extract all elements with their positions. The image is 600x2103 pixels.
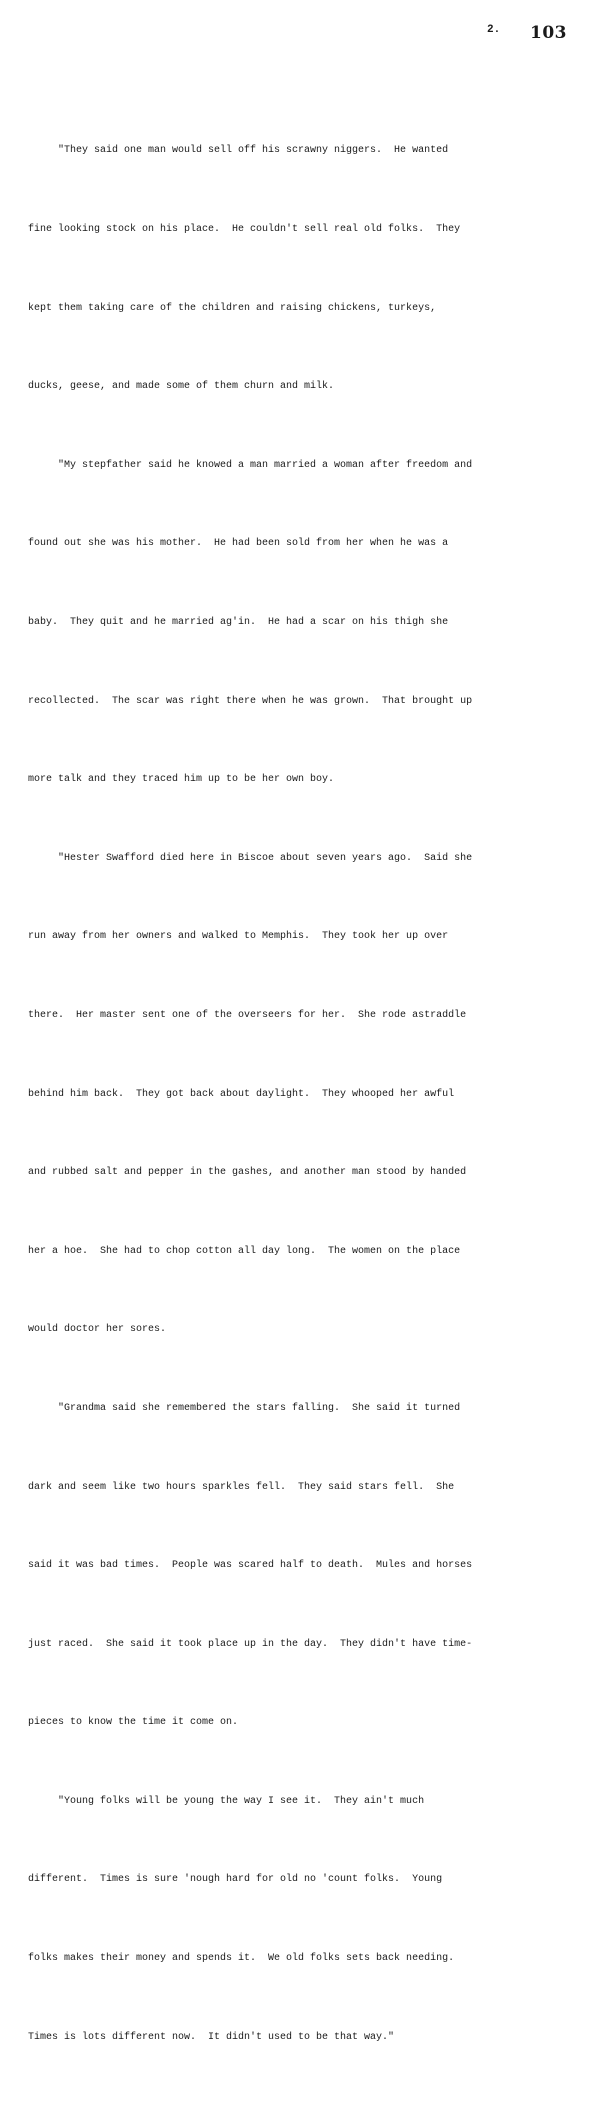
- text-line: "Hester Swafford died here in Biscoe about seven years ago. Said she: [28, 852, 473, 864]
- text-line: folks makes their money and spends it. We old folks sets back needing.: [28, 1953, 455, 1965]
- text-line: found out she was his mother. He had been sold from her when he was a: [28, 538, 449, 550]
- text-line: would doctor her sores.: [28, 1324, 167, 1336]
- text-line: "Young folks will be young the way I see it. They ain't much: [28, 1795, 425, 1807]
- text-line: different. Times is sure 'nough hard for old no 'count folks. Young: [28, 1874, 443, 1886]
- text-line: behind him back. They got back about daylight. They whooped her awful: [28, 1088, 455, 1100]
- page-marker: 2.: [487, 24, 501, 36]
- text-line: Times is lots different now. It didn't used to be that way.": [28, 2031, 395, 2043]
- text-line: baby. They quit and he married ag'in. He had a scar on his thigh she: [28, 616, 449, 628]
- text-line: ducks, geese, and made some of them churn and milk.: [28, 381, 335, 393]
- text-line: dark and seem like two hours sparkles fell. They said stars fell. She: [28, 1481, 455, 1493]
- text-line: said it was bad times. People was scared half to death. Mules and horses: [28, 1560, 473, 1572]
- text-line: run away from her owners and walked to Memphis. They took her up over: [28, 931, 449, 943]
- text-line: recollected. The scar was right there when he was grown. That brought up: [28, 695, 473, 707]
- text-line: fine looking stock on his place. He couldn't sell real old folks. They: [28, 224, 461, 235]
- text-line: and rubbed salt and pepper in the gashes, and another man stood by handed: [28, 1167, 467, 1179]
- text-line: more talk and they traced him up to be her own boy.: [28, 774, 335, 786]
- text-line: her a hoe. She had to chop cotton all day long. The women on the place: [28, 1245, 461, 1257]
- text-line: "My stepfather said he knowed a man married a woman after freedom and: [28, 459, 473, 471]
- text-line: just raced. She said it took place up in the day. They didn't have time-: [28, 1638, 473, 1650]
- text-line: "Grandma said she remembered the stars falling. She said it turned: [28, 1402, 461, 1414]
- text-line: pieces to know the time it come on.: [28, 1717, 239, 1729]
- text-line: kept them taking care of the children and raising chickens, turkeys,: [28, 302, 437, 314]
- text-line: "They said one man would sell off his scrawny niggers. He wanted: [28, 145, 449, 157]
- page-number: 103: [530, 23, 567, 43]
- text-line: there. Her master sent one of the overseers for her. She rode astraddle: [28, 1009, 467, 1021]
- body-text: [28, 86, 588, 2103]
